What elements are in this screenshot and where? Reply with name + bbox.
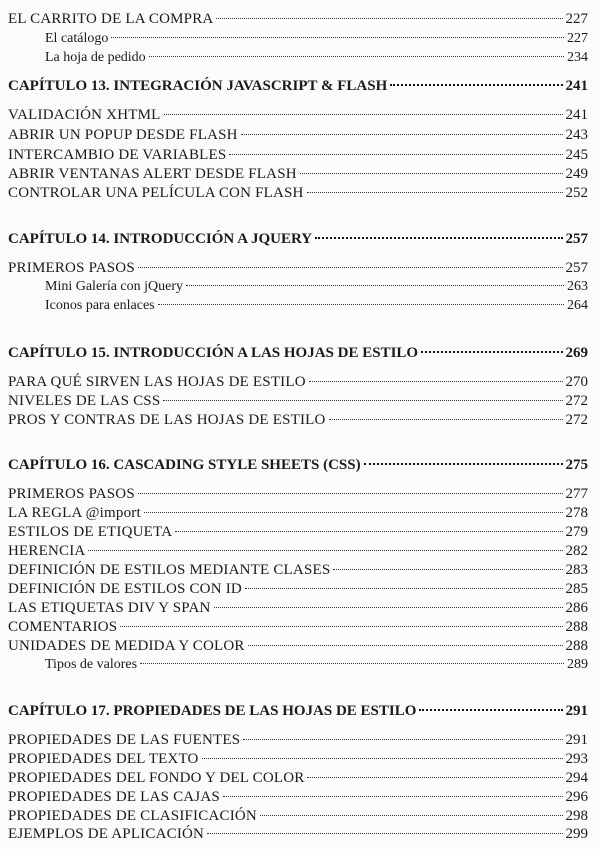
toc-page-number: 227 [567, 31, 588, 46]
dot-leader [111, 37, 564, 38]
dot-leader [163, 400, 562, 401]
toc-title: La hoja de pedido [45, 50, 146, 65]
dot-leader [144, 512, 563, 513]
toc-title: PRIMEROS PASOS [8, 260, 135, 276]
toc-subentry [45, 298, 588, 318]
toc-title: LAS ETIQUETAS DIV Y SPAN [8, 600, 211, 616]
toc-title: PROPIEDADES DE LAS FUENTES [8, 732, 241, 748]
dot-leader [202, 758, 563, 759]
toc-title: PROPIEDADES DEL TEXTO [8, 751, 199, 767]
toc-title: ABRIR UN POPUP DESDE FLASH [8, 127, 238, 143]
toc-title: DEFINICIÓN DE ESTILOS CON ID [8, 581, 242, 597]
toc-entry [8, 562, 588, 582]
toc-page-number: 243 [565, 127, 588, 143]
toc-page-number: 252 [565, 185, 588, 201]
toc-entry [8, 260, 588, 280]
toc-page-number: 241 [565, 107, 588, 123]
dot-leader [309, 381, 563, 382]
toc-entry [8, 543, 588, 563]
toc-title: CONTROLAR UNA PELÍCULA CON FLASH [8, 185, 304, 201]
toc-page-number: 257 [565, 260, 588, 276]
dot-leader [138, 493, 563, 494]
toc-page-number: 278 [565, 505, 588, 521]
toc-entry [8, 147, 588, 167]
toc-title: ABRIR VENTANAS ALERT DESDE FLASH [8, 166, 297, 182]
toc-title: Iconos para enlaces [45, 298, 155, 313]
toc-page-number: 282 [565, 543, 588, 559]
dot-leader [248, 645, 563, 646]
toc-entry [8, 808, 588, 828]
toc-page-number: 227 [565, 11, 588, 27]
dot-leader [207, 833, 562, 834]
toc-page-number: 293 [565, 751, 588, 767]
toc-page-number: 285 [565, 581, 588, 597]
toc-title: NIVELES DE LAS CSS [8, 393, 161, 409]
dot-leader [214, 607, 563, 608]
dot-leader [158, 304, 564, 305]
toc-page-number: 291 [565, 703, 588, 719]
toc-entry [8, 732, 588, 752]
toc-entry [8, 600, 588, 620]
toc-page-number: 264 [567, 298, 588, 313]
dot-leader [223, 796, 563, 797]
toc-chapter-heading [8, 703, 588, 723]
toc-page-number: 299 [565, 826, 588, 842]
toc-title: ESTILOS DE ETIQUETA [8, 524, 173, 540]
dot-leader [164, 114, 563, 115]
toc-page-number: 249 [565, 166, 588, 182]
toc-title: UNIDADES DE MEDIDA Y COLOR [8, 638, 245, 654]
toc-subentry [45, 31, 588, 51]
dot-leader [333, 569, 562, 570]
toc-title: COMENTARIOS [8, 619, 118, 635]
toc-page-number: 272 [565, 393, 588, 409]
toc-page-number: 286 [565, 600, 588, 616]
dot-leader [421, 351, 562, 353]
dot-leader [243, 739, 562, 740]
toc-page-number: 257 [565, 231, 588, 247]
dot-leader [140, 663, 564, 664]
toc-entry [8, 412, 588, 432]
toc-entry [8, 751, 588, 771]
toc-title: HERENCIA [8, 543, 86, 559]
toc-title: PRIMEROS PASOS [8, 486, 135, 502]
toc-entry [8, 393, 588, 413]
toc-title: Tipos de valores [45, 657, 138, 672]
toc-entry [8, 166, 588, 186]
toc-chapter-heading [8, 78, 588, 98]
toc-title: Mini Galería con jQuery [45, 279, 184, 294]
dot-leader [307, 777, 562, 778]
dot-leader [419, 709, 562, 711]
toc-entry [8, 505, 588, 525]
toc-title: CAPÍTULO 13. INTEGRACIÓN JAVASCRIPT & FLASH [8, 78, 388, 94]
toc-page-number: 298 [565, 808, 588, 824]
toc-entry [8, 524, 588, 544]
toc-title: CAPÍTULO 15. INTRODUCCIÓN A LAS HOJAS DE ESTILO [8, 345, 419, 361]
toc-title: PROS Y CONTRAS DE LAS HOJAS DE ESTILO [8, 412, 326, 428]
toc-subentry [45, 50, 588, 70]
toc-title: VALIDACIÓN XHTML [8, 107, 161, 123]
toc-title: El catálogo [45, 31, 109, 46]
toc-entry [8, 789, 588, 809]
toc-title: PARA QUÉ SIRVEN LAS HOJAS DE ESTILO [8, 374, 306, 390]
toc-entry [8, 486, 588, 506]
toc-page-number: 277 [565, 486, 588, 502]
toc-title: EJEMPLOS DE APLICACIÓN [8, 826, 205, 842]
toc-subentry [45, 279, 588, 299]
dot-leader [364, 463, 563, 465]
toc-entry [8, 107, 588, 127]
toc-title: CAPÍTULO 14. INTRODUCCIÓN A JQUERY [8, 231, 313, 247]
toc-entry [8, 374, 588, 394]
dot-leader [241, 134, 563, 135]
toc-entry [8, 11, 588, 31]
dot-leader [216, 18, 562, 19]
toc-page-number: 291 [565, 732, 588, 748]
toc-page-number: 272 [565, 412, 588, 428]
toc-entry [8, 770, 588, 790]
toc-page-number: 275 [565, 457, 588, 473]
toc-title: EL CARRITO DE LA COMPRA [8, 11, 214, 27]
toc-page-number: 270 [565, 374, 588, 390]
toc-page-number: 245 [565, 147, 588, 163]
toc-title: DEFINICIÓN DE ESTILOS MEDIANTE CLASES [8, 562, 331, 578]
dot-leader [88, 550, 562, 551]
toc-page-number: 296 [565, 789, 588, 805]
toc-title: CAPÍTULO 17. PROPIEDADES DE LAS HOJAS DE ESTILO [8, 703, 417, 719]
toc-entry [8, 619, 588, 639]
toc-title: PROPIEDADES DE LAS CAJAS [8, 789, 220, 805]
toc-page-number: 269 [565, 345, 588, 361]
dot-leader [175, 531, 562, 532]
toc-page-number: 234 [567, 50, 588, 65]
toc-page-number: 288 [565, 638, 588, 654]
dot-leader [120, 626, 562, 627]
toc-entry [8, 581, 588, 601]
toc-chapter-heading [8, 231, 588, 251]
toc-entry [8, 185, 588, 205]
dot-leader [329, 419, 563, 420]
toc-page-number: 283 [565, 562, 588, 578]
dot-leader [149, 56, 564, 57]
toc-subentry [45, 657, 588, 677]
dot-leader [138, 267, 563, 268]
dot-leader [390, 84, 562, 86]
dot-leader [260, 815, 563, 816]
toc-entry [8, 127, 588, 147]
toc-page-number: 279 [565, 524, 588, 540]
toc-title: INTERCAMBIO DE VARIABLES [8, 147, 227, 163]
toc-title: CAPÍTULO 16. CASCADING STYLE SHEETS (CSS) [8, 457, 361, 473]
dot-leader [186, 285, 564, 286]
toc-page-number: 241 [565, 78, 588, 94]
dot-leader [307, 192, 563, 193]
dot-leader [245, 588, 563, 589]
dot-leader [300, 173, 563, 174]
dot-leader [315, 237, 562, 239]
dot-leader [229, 154, 562, 155]
toc-page-number: 294 [565, 770, 588, 786]
toc-chapter-heading [8, 457, 588, 477]
toc-title: PROPIEDADES DEL FONDO Y DEL COLOR [8, 770, 305, 786]
toc-entry [8, 826, 588, 846]
toc-title: PROPIEDADES DE CLASIFICACIÓN [8, 808, 257, 824]
toc-title: LA REGLA @import [8, 505, 141, 521]
toc-entry [8, 638, 588, 658]
toc-page-number: 289 [567, 657, 588, 672]
toc-page-number: 288 [565, 619, 588, 635]
toc-chapter-heading [8, 345, 588, 365]
toc-page-number: 263 [567, 279, 588, 294]
